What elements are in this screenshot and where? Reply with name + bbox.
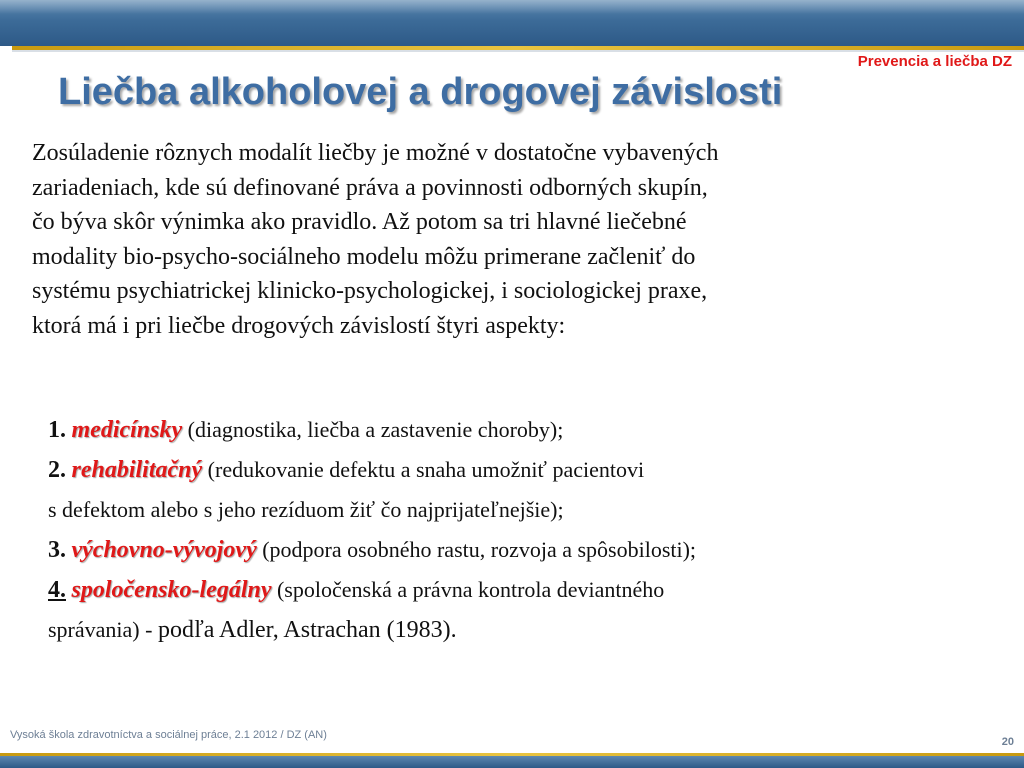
- aspects-list: [48, 410, 1008, 650]
- slide-title: Liečba alkoholovej a drogovej závislosti: [58, 71, 783, 113]
- section-label: Prevencia a liečba DZ: [857, 53, 1012, 70]
- intro-line: čo býva skôr výnimka ako pravidlo. Až potom sa tri hlavné liečebné: [32, 209, 687, 236]
- aspect-number: 1.: [48, 417, 66, 443]
- aspect-continuation: [48, 490, 1008, 530]
- aspect-name: rehabilitačný: [71, 457, 203, 483]
- aspect-description: (redukovanie defektu a snaha umožniť pacientovi: [202, 457, 645, 482]
- aspect-item-medical: [48, 410, 1008, 450]
- aspect-item-educational: [48, 530, 1008, 570]
- aspect-number: 3.: [48, 537, 66, 563]
- aspect-description: (podpora osobného rastu, rozvoja a spôsobilosti);: [256, 537, 697, 562]
- aspect-item-rehabilitation: [48, 450, 1008, 490]
- intro-line: zariadeniach, kde sú definované práva a povinnosti odborných skupín,: [32, 174, 708, 201]
- aspect-description-continued: s defektom alebo s jeho rezíduom žiť čo najprijateľnejšie);: [48, 497, 564, 522]
- aspect-number: 2.: [48, 457, 66, 483]
- footer-text: Vysoká škola zdravotníctva a sociálnej práce, 2.1 2012 / DZ (AN): [10, 729, 327, 741]
- intro-paragraph: [32, 136, 1017, 344]
- aspect-name: výchovno-vývojový: [71, 537, 257, 563]
- aspect-number: 4.: [48, 577, 66, 603]
- bottom-banner: [0, 756, 1024, 768]
- aspect-item-social-legal: [48, 570, 1008, 610]
- aspect-description: (spoločenská a právna kontrola deviantného: [271, 577, 665, 602]
- page-number: 20: [1001, 736, 1014, 748]
- aspect-name: spoločensko-legálny: [71, 577, 272, 603]
- top-banner-shine: [0, 0, 1024, 14]
- intro-line: ktorá má i pri liečbe drogových závislostí štyri aspekty:: [32, 312, 566, 339]
- intro-line: systému psychiatrickej klinicko-psychologickej, i sociologickej praxe,: [32, 278, 708, 305]
- intro-line: modality bio-psycho-sociálneho modelu môžu primerane začleniť do: [32, 243, 696, 270]
- top-stripe-shadow: [12, 50, 1024, 52]
- aspect-continuation: [48, 610, 1008, 650]
- aspect-name: medicínsky: [71, 417, 183, 443]
- citation: podľa Adler, Astrachan (1983).: [157, 617, 457, 643]
- intro-line: Zosúladenie rôznych modalít liečby je možné v dostatočne vybavených: [32, 140, 719, 166]
- aspect-description: (diagnostika, liečba a zastavenie choroby);: [182, 417, 564, 442]
- top-banner: [0, 0, 1024, 46]
- aspect-description-continued: správania) -: [48, 617, 158, 642]
